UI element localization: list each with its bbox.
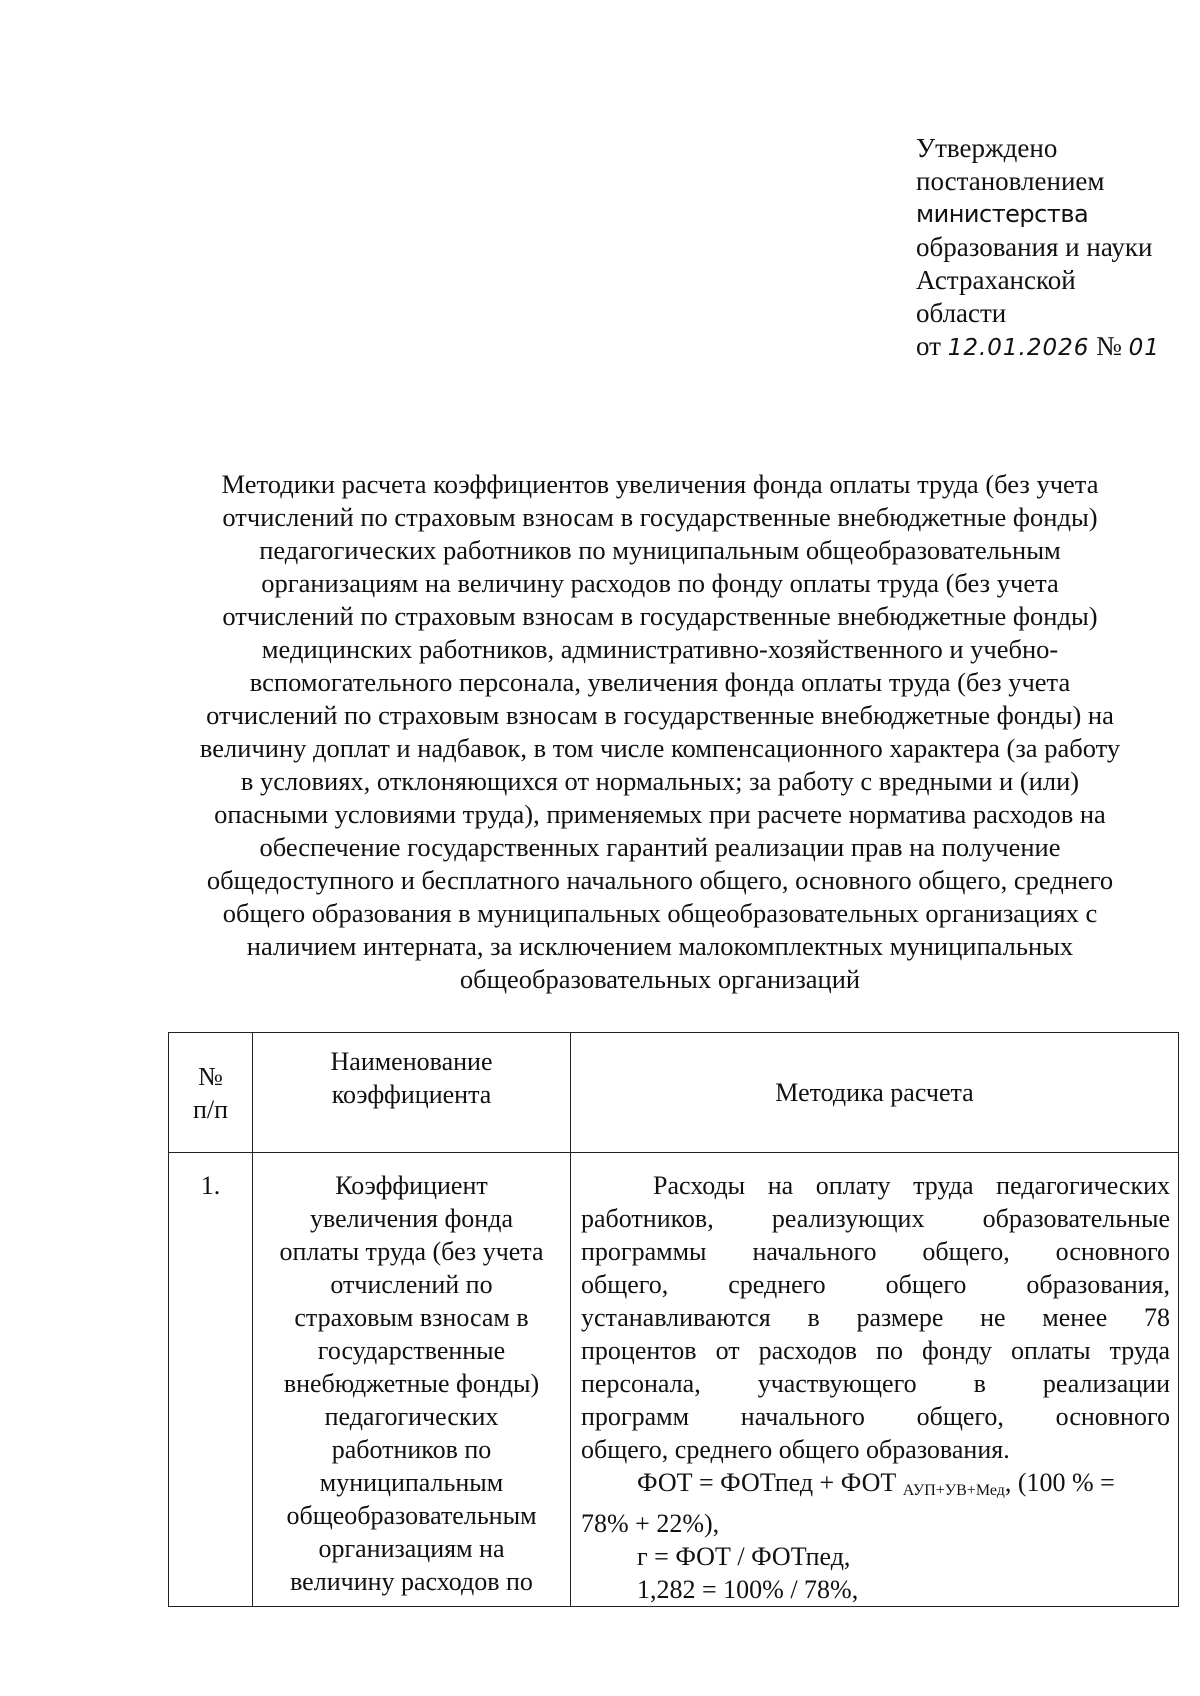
table-header-row [169, 1033, 1179, 1153]
row-name-line: организациям на [318, 1534, 505, 1563]
title-line: общедоступного и бесплатного начального общего, основного общего, среднего [206, 865, 1114, 895]
title-line: опасными условиями труда), применяемых при расчете норматива расходов на [214, 799, 1106, 829]
header-name [253, 1033, 571, 1153]
header-name-line2: коэффициента [331, 1080, 492, 1109]
formula-fot-subscript: АУП+УВ+Мед [902, 1482, 1005, 1499]
row-name [253, 1153, 571, 1607]
formula-r: г = ФОТ / ФОТпед, [637, 1542, 851, 1571]
row-name-line: педагогических [324, 1402, 499, 1431]
method-line: персонала, участвующего в реализации [581, 1369, 1170, 1398]
method-line: устанавливаются в размере не менее 78 [581, 1303, 1170, 1332]
title-line: организациям на величину расходов по фонду оплаты труда (без учета [261, 568, 1059, 598]
title-line: общего образования в муниципальных общеобразовательных организациях с [222, 898, 1098, 928]
header-num [169, 1033, 253, 1153]
row-name-line: оплаты труда (без учета [279, 1237, 544, 1266]
handwritten-date: 12.01.2026 [947, 335, 1090, 361]
header-num-line1: № [198, 1061, 223, 1091]
title-line: обеспечение государственных гарантий реализации прав на получение [259, 832, 1061, 862]
method-line: Расходы на оплату труда педагогических [653, 1171, 1170, 1200]
row-name-line: отчислений по [330, 1270, 493, 1299]
title-line: величину доплат и надбавок, в том числе компенсационного характера (за работу [199, 733, 1121, 763]
row-name-line: увеличения фонда [310, 1204, 513, 1233]
title-line: Методики расчета коэффициентов увеличения фонда оплаты труда (без учета [221, 469, 1099, 499]
formula-fot-main: ФОТ = ФОТпед + ФОТ [637, 1468, 903, 1497]
title-line: в условиях, отклоняющихся от нормальных; за работу с вредными и (или) [240, 766, 1080, 796]
approval-line-2: постановлением [916, 166, 1105, 196]
title-line: общеобразовательных организаций [459, 964, 861, 994]
method-line: работников, реализующих образовательные [581, 1204, 1170, 1233]
title-line: наличием интерната, за исключением малокомплектных муниципальных [246, 931, 1074, 961]
row-name-line: общеобразовательным [286, 1501, 537, 1530]
title-line: отчислений по страховым взносам в государственные внебюджетные фонды) [222, 601, 1098, 631]
approval-line-6: области [916, 298, 1007, 328]
row-method [571, 1153, 1179, 1607]
row-name-line: страховым взносам в [294, 1303, 529, 1332]
method-line: общего, среднего общего образования, [581, 1270, 1170, 1299]
title-line: отчислений по страховым взносам в государственные внебюджетные фонды) на [206, 700, 1114, 730]
date-prefix: от [916, 331, 941, 361]
method-line: общего, среднего общего образования. [581, 1435, 1010, 1464]
method-line: программы начального общего, основного [581, 1237, 1170, 1266]
formula-fot-continuation: 78% + 22%), [581, 1509, 720, 1538]
title-line: отчислений по страховым взносам в государственные внебюджетные фонды) [222, 502, 1098, 532]
document-title [160, 468, 1160, 996]
row-name-line: величину расходов по [290, 1567, 533, 1596]
header-name-line1: Наименование [330, 1047, 493, 1076]
title-line: педагогических работников по муниципальным общеобразовательным [259, 535, 1061, 565]
header-num-line2: п/п [192, 1094, 229, 1124]
row-name-line: внебюджетные фонды) [283, 1369, 540, 1398]
header-method: Методика расчета [571, 1033, 1179, 1153]
coefficients-table [168, 1032, 1179, 1607]
approval-line-4: образования и науки [916, 232, 1153, 262]
row-name-line: муниципальным [319, 1468, 504, 1497]
row-name-line: Коэффициент [335, 1171, 488, 1200]
title-line: медицинских работников, административно-хозяйственного и учебно- [261, 634, 1059, 664]
row-num: 1. [169, 1153, 253, 1607]
formula-value: 1,282 = 100% / 78%, [637, 1575, 859, 1604]
approval-line-3: министерства [916, 200, 1089, 228]
number-label: № [1096, 331, 1122, 361]
method-line: программ начального общего, основного [581, 1402, 1170, 1431]
approval-line-1: Утверждено [916, 133, 1058, 163]
approval-block [916, 132, 1186, 365]
handwritten-number: 01 [1128, 335, 1160, 361]
coefficients-table-wrap [168, 1032, 1178, 1602]
title-line: вспомогательного персонала, увеличения фонда оплаты труда (без учета [249, 667, 1071, 697]
approval-line-5: Астраханской [916, 265, 1076, 295]
formula-fot-tail: , (100 % = [1004, 1468, 1115, 1497]
row-name-line: государственные [317, 1336, 506, 1365]
method-line: процентов от расходов по фонду оплаты труда [581, 1336, 1170, 1365]
formula-fot [581, 1466, 1170, 1507]
table-row [169, 1153, 1179, 1607]
row-name-line: работников по [331, 1435, 492, 1464]
approval-date-line [916, 330, 1186, 365]
